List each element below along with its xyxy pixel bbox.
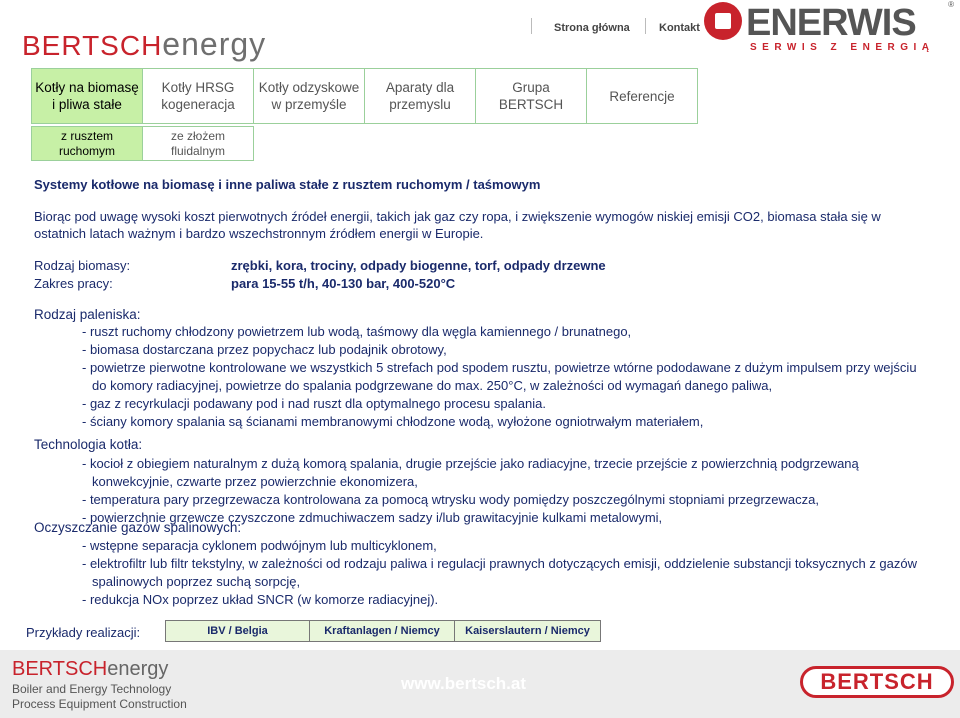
tab-label: kogeneracja bbox=[161, 97, 235, 112]
example-kraftanlagen-button[interactable]: Kraftanlagen / Niemcy bbox=[309, 620, 455, 642]
list-item: - powietrze pierwotne kontrolowane we wszystkich 5 strefach pod spodem rusztu, powietrze wtórne pododawane z dużym impulsem przy wejściu do komory radiacyjnej, powietrze do spalania podgrzewane do max. 250°C, w zależności od wymagań danego paliwa, bbox=[82, 360, 917, 393]
fuel-value: zrębki, kora, trociny, odpady biogenne, torf, odpady drzewne bbox=[231, 258, 606, 273]
enerwis-wordmark: ENERWIS bbox=[746, 2, 916, 44]
range-value: para 15-55 t/h, 40-130 bar, 400-520°C bbox=[231, 276, 456, 291]
logo-brand-left: BERTSCH bbox=[22, 30, 163, 61]
subtab-moving-grate[interactable] bbox=[31, 126, 143, 161]
tab-label: Referencje bbox=[609, 88, 675, 104]
intro-paragraph: Biorąc pod uwagę wysoki koszt pierwotnych źródeł energii, takich jak gaz czy ropa, i zwiększenie wymogów niskiej emisji CO2, biomasa stała się w ostatnich latach ważnym i bardzo wszechstronnym źródłem energii w Europie. bbox=[34, 209, 881, 241]
registered-mark: ® bbox=[948, 0, 954, 9]
tab-hrsg-boilers[interactable] bbox=[142, 68, 254, 124]
tech-list bbox=[82, 455, 922, 527]
tab-label: Kotły HRSG bbox=[161, 80, 235, 95]
enerwis-logo[interactable] bbox=[702, 0, 952, 56]
list-item: - wstępne separacja cyklonem podwójnym lub multicyklonem, bbox=[82, 538, 437, 553]
list-item: - kocioł z obiegiem naturalnym z dużą komorą spalania, drugie przejście jako radiacyjne, trzecie przejście z powierzchnią podgrzewaną konwekcyjnie, czwarte przez powierzchnie ekonomizera, bbox=[82, 456, 859, 489]
cleaning-list bbox=[82, 537, 922, 609]
fuel-label: Rodzaj biomasy: bbox=[34, 258, 131, 273]
tab-label: Kotły odzyskowe bbox=[258, 80, 360, 95]
range-label: Zakres pracy: bbox=[34, 276, 113, 291]
subtab-fluidized-bed[interactable] bbox=[142, 126, 254, 161]
tab-bertsch-group[interactable] bbox=[475, 68, 587, 124]
main-nav bbox=[31, 68, 697, 124]
bertsch-badge-logo: BERTSCH bbox=[800, 666, 954, 698]
footer-url[interactable]: www.bertsch.at bbox=[401, 674, 527, 693]
tab-recovery-boilers[interactable] bbox=[253, 68, 365, 124]
home-link[interactable]: Strona główna bbox=[554, 22, 630, 34]
footer-line1: Boiler and Energy Technology bbox=[12, 682, 172, 696]
enerwis-emblem-icon bbox=[704, 2, 742, 40]
sub-nav bbox=[31, 126, 253, 161]
subtab-label: fluidalnym bbox=[170, 143, 226, 158]
subtab-label: ruchomym bbox=[58, 143, 115, 158]
footer-brand-right: energy bbox=[107, 658, 169, 680]
footer-brand-left: BERTSCH bbox=[12, 658, 108, 680]
list-item: - ściany komory spalania są ścianami membranowymi chłodzone wodą, wyłożone ogniotrwałym materiałem, bbox=[82, 414, 704, 429]
tab-label: i pliwa stałe bbox=[52, 97, 122, 112]
divider bbox=[531, 18, 532, 34]
example-ibv-button[interactable]: IBV / Belgia bbox=[165, 620, 310, 642]
tab-label: przemyslu bbox=[389, 97, 451, 112]
list-item: - redukcja NOx poprzez układ SNCR (w komorze radiacyjnej). bbox=[82, 592, 439, 607]
tab-label: w przemyśle bbox=[271, 97, 347, 112]
contact-link[interactable]: Kontakt bbox=[659, 22, 700, 34]
list-item: - elektrofiltr lub filtr tekstylny, w zależności od rodzaju paliwa i regulacji prawnych dotyczących emisji, oddzielenie substancji toksycznych z gazów spalinowych poprzez suchą sorpcję, bbox=[82, 556, 918, 589]
example-kaiserslautern-button[interactable]: Kaiserslautern / Niemcy bbox=[454, 620, 601, 642]
furnace-heading: Rodzaj paleniska: bbox=[34, 307, 141, 322]
tab-references[interactable] bbox=[586, 68, 698, 124]
tab-label: Aparaty dla bbox=[385, 80, 455, 95]
footer-line2: Process Equipment Construction bbox=[12, 697, 187, 711]
bertsch-energy-logo[interactable] bbox=[22, 26, 266, 63]
list-item: - ruszt ruchomy chłodzony powietrzem lub wodą, taśmowy dla węgla kamiennego / brunatnego, bbox=[82, 324, 632, 339]
list-item: - gaz z recyrkulacji podawany pod i nad ruszt dla optymalnego procesu spalania. bbox=[82, 396, 546, 411]
tab-label: BERTSCH bbox=[498, 97, 564, 112]
examples-label: Przykłady realizacji: bbox=[26, 625, 141, 640]
tech-heading: Technologia kotła: bbox=[34, 437, 143, 452]
list-item: - powierzchnie grzewcze czyszczone zdmuchiwaczem sadzy i/lub grawitacyjnie kulkami metalowymi, bbox=[82, 510, 663, 525]
subtab-label: ze złożem bbox=[170, 128, 226, 143]
tab-label: Kotły na biomasę bbox=[35, 80, 139, 95]
list-item: - biomasa dostarczana przez popychacz lub podajnik obrotowy, bbox=[82, 342, 447, 357]
tab-industrial-apparatus[interactable] bbox=[364, 68, 476, 124]
footer-logo bbox=[12, 658, 168, 681]
tab-label: Grupa bbox=[512, 80, 550, 95]
logo-brand-right: energy bbox=[162, 26, 267, 62]
enerwis-tagline: SERWIS Z ENERGIĄ bbox=[750, 42, 935, 53]
divider bbox=[645, 18, 646, 34]
furnace-list bbox=[82, 323, 922, 431]
tab-biomass-boilers[interactable] bbox=[31, 68, 143, 124]
list-item: - temperatura pary przegrzewacza kontrolowana za pomocą wtrysku wody pomiędzy poszczególnymi stopniami przegrzewacza, bbox=[82, 492, 819, 507]
cleaning-heading: Oczyszczanie gazów spalinowych: bbox=[34, 520, 242, 535]
footer bbox=[0, 650, 960, 718]
subtab-label: z rusztem bbox=[60, 128, 113, 143]
page-title: Systemy kotłowe na biomasę i inne paliwa stałe z rusztem ruchomym / taśmowym bbox=[34, 177, 541, 192]
